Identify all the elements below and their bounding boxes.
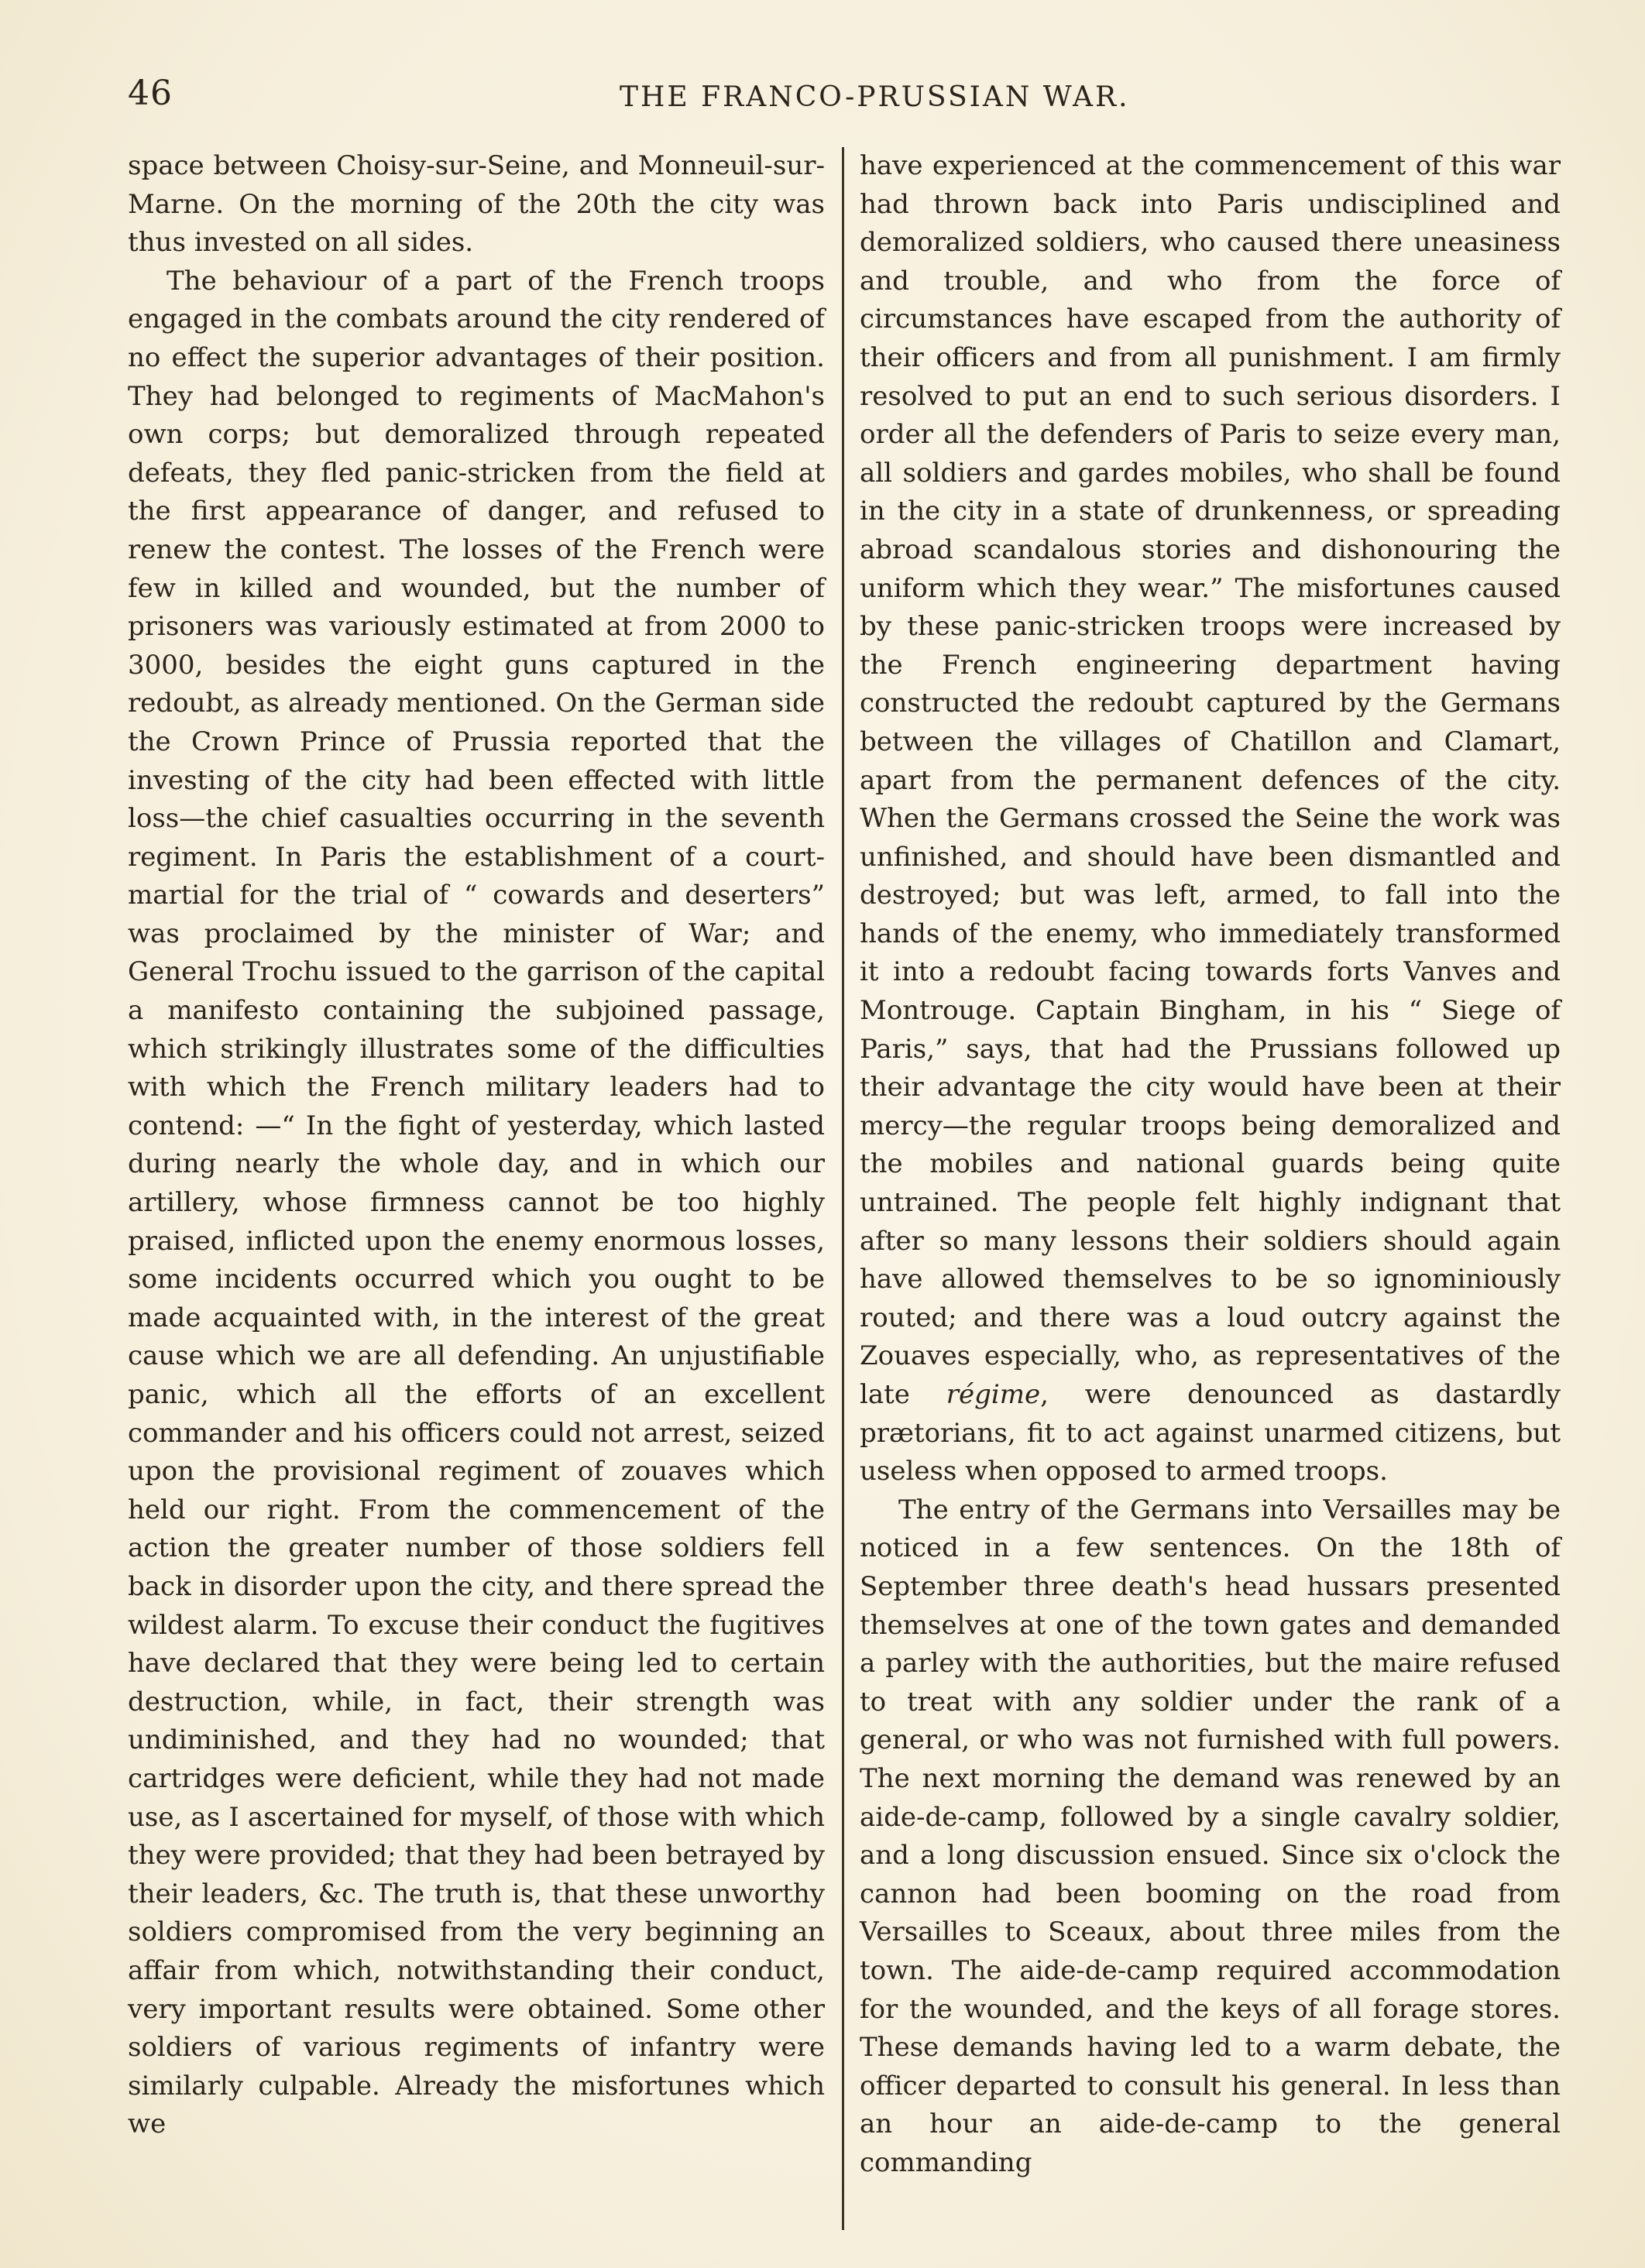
text-segment: have experienced at the commencement of this war had thrown back into Paris undisciplined and demoralized soldiers, who caused there uneasiness and trouble, and who from the force of circumstances have escaped from the authority of their officers and from all punishment. I am firmly resolved to put an end to such serious disorders. I order all the defenders of Paris to seize every man, all soldiers and gardes mobiles, who shall be found in the city in a state of drunkenness, or spreading abroad scandalous stories and dishonouring the uniform which they wear.” The misfortunes caused by these panic-stricken troops were increased by the French engineering department having constructed the redoubt captured by the Germans between the villages of Chatillon and Clamart, apart from the permanent defences of the city. When the Germans crossed the Seine the work was unfinished, and should have been dismantled and destroyed; but was left, armed, to fall into the hands of the enemy, who immediately transformed it into a redoubt facing towards forts Vanves and Montrouge. Captain Bingham, in his “ Siege of Paris,” says, that had the Prussians followed up their advantage the city would have been at their mercy—the regular troops being demoralized and the mobiles and national guards being quite untrained. The people felt highly indignant that after so many lessons their soldiers should again have allowed themselves to be so ignominiously routed; and there was a loud outcry against the Zouaves especially, who, as representatives of the late (860, 150, 1561, 1410)
left-column (128, 147, 825, 2144)
paragraph-entry-into-versailles: The entry of the Germans into Versailles may be noticed in a few sentences. On the 18th of September three death's head hussars presented themselves at one of the town gates and demanded a parley with the authorities, but the maire refused to treat with any soldier under the rank of a general, or who was not furnished with full powers. The next morning the demand was renewed by an aide-de-camp, followed by a single cavalry soldier, and a long discussion ensued. Since six o'clock the cannon had been booming on the road from Versailles to Sceaux, about three miles from the town. The aide-de-camp required accommodation for the wounded, and the keys of all forage stores. These demands having led to a warm debate, the officer departed to consult his general. In less than an hour an aide-de-camp to the general commanding (860, 1494, 1561, 2178)
right-column (860, 147, 1561, 2182)
paragraph-continued: space between Choisy-sur-Seine, and Monneuil-sur-Marne. On the morning of the 20th the city was thus invested on all sides. (128, 150, 825, 259)
paragraph-behaviour-of-troops: The behaviour of a part of the French troops engaged in the combats around the city rendered of no effect the superior advantages of their position. They had belonged to regiments of MacMahon's own corps; but demoralized through repeated defeats, they fled panic-stricken from the field at the first appearance of danger, and refused to renew the contest. The losses of the French were few in killed and wounded, but the number of prisoners was variously estimated at from 2000 to 3000, besides the eight guns captured in the redoubt, as already mentioned. On the German side the Crown Prince of Prussia reported that the investing of the city had been effected with little loss—the chief casualties occurring in the seventh regiment. In Paris the establishment of a court-martial for the trial of “ cowards and deserters” was proclaimed by the minister of War; and General Trochu issued to the garrison of the capital a manifesto containing the subjoined passage, which strikingly illustrates some of the difficulties with which the French military leaders had to contend: —“ In the fight of yesterday, which lasted during nearly the whole day, and in which our artillery, whose firmness cannot be too highly praised, inflicted upon the enemy enormous losses, some incidents occurred which you ought to be made acquainted with, in the interest of the great cause which we are all defending. An unjustifiable panic, which all the efforts of an excellent commander and his officers could not arrest, seized upon the provisional regiment of zouaves which held our right. From the commencement of the action the greater number of those soldiers fell back in disorder upon the city, and there spread the wildest alarm. To excuse their conduct the fugitives have declared that they were being led to certain destruction, while, in fact, their strength was undiminished, and they had no wounded; that cartridges were deficient, while they had not made use, as I ascertained for myself, of those with which they were provided; that they had been betrayed by their leaders, &c. The truth is, that these unworthy soldiers compromised from the very beginning an affair from which, notwithstanding their conduct, very important results were obtained. Some other soldiers of various regiments of infantry were similarly culpable. Already the misfortunes which we (128, 265, 825, 2140)
page-number: 46 (128, 74, 173, 113)
paragraph-manifesto-continued (860, 147, 1561, 1491)
italic-word-regime: régime (946, 1379, 1041, 1410)
column-divider (842, 147, 844, 2230)
running-title: THE FRANCO-PRUSSIAN WAR. (620, 81, 1130, 113)
text-segment: , were denounced as dastardly prætorians, fit to act against unarmed citizens, but useless when opposed to armed troops. (860, 1379, 1561, 1487)
